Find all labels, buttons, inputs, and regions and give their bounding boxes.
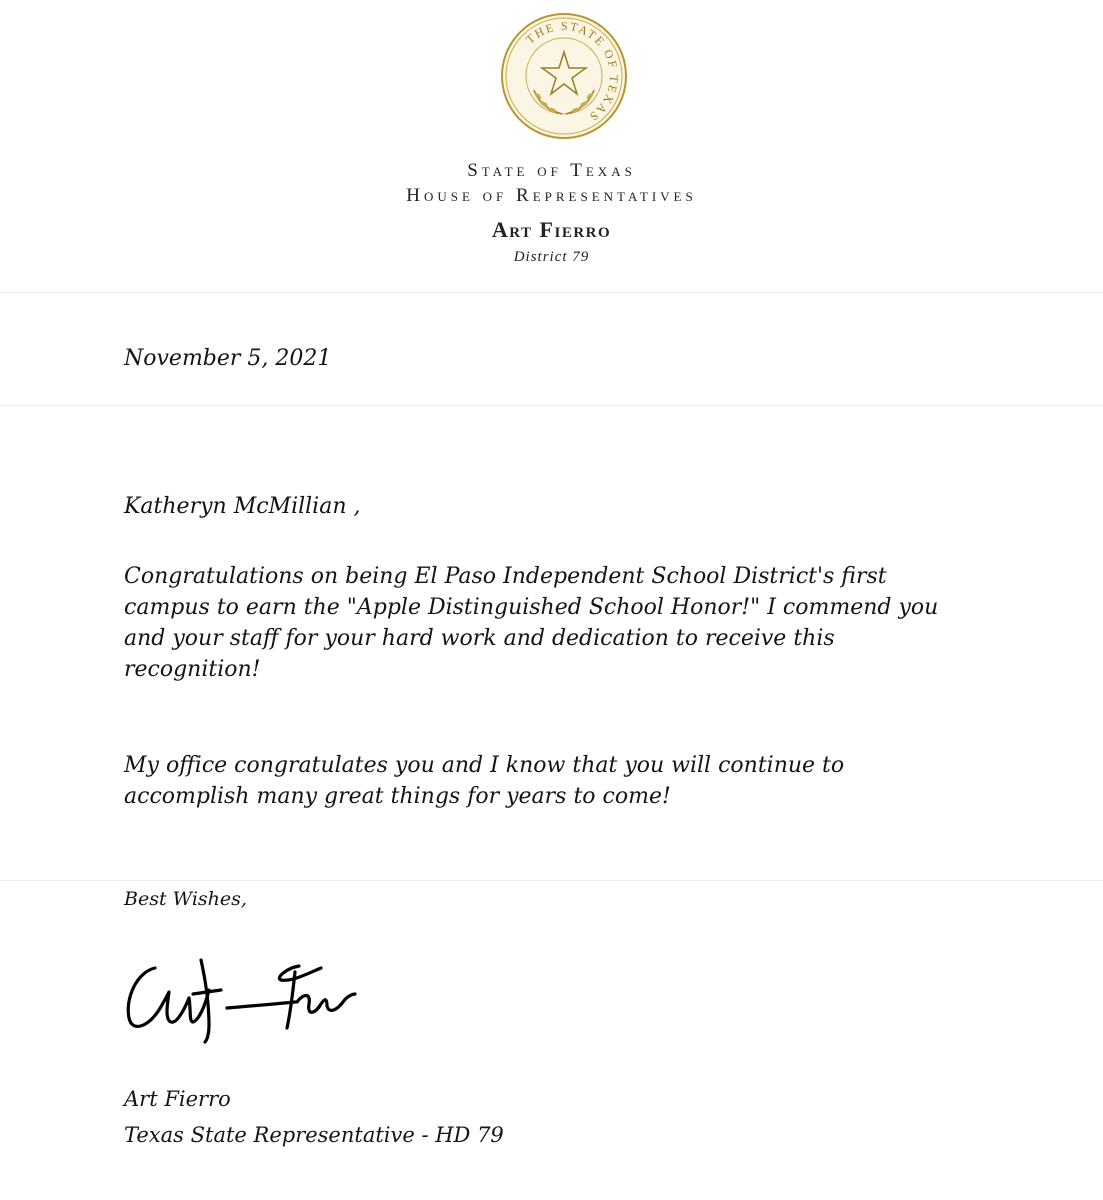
seal-ring-text: THE STATE OF TEXAS (523, 18, 622, 125)
closing: Best Wishes, (124, 888, 247, 910)
letter-date: November 5, 2021 (124, 346, 332, 371)
signer-name: Art Fierro (124, 1087, 231, 1111)
letterhead-house: House of Representatives (406, 185, 697, 206)
letterhead-state: State of Texas (467, 160, 636, 181)
scan-line (0, 405, 1103, 406)
signer-title: Texas State Representative - HD 79 (124, 1123, 504, 1147)
handwritten-signature (115, 950, 365, 1045)
salutation: Katheryn McMillian , (124, 494, 361, 519)
scan-line (0, 880, 1103, 881)
letterhead-district: District 79 (513, 249, 590, 265)
body-paragraph-2: My office congratulates you and I know that you will continue to accomplish many great things for years to come! (124, 753, 845, 809)
letterhead-name: Art Fierro (491, 217, 612, 242)
body-paragraph-1: Congratulations on being El Paso Independent School District's first campus to earn the "Apple Distinguished School Honor!" I commend you and your staff for your hard work and dedication to receive this recognition! (124, 564, 939, 682)
scan-line (0, 292, 1103, 293)
texas-seal-icon (500, 12, 628, 140)
